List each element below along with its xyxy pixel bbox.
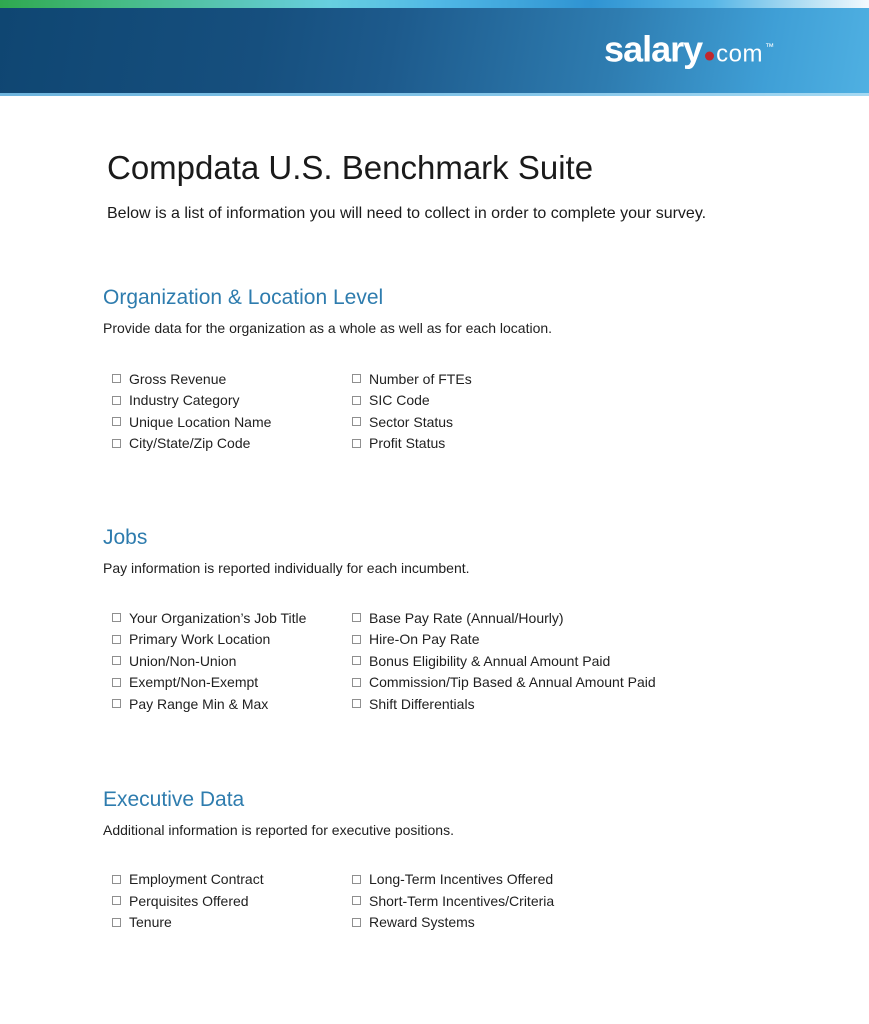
checklist-item (112, 693, 352, 715)
document-body (0, 148, 869, 933)
checklist-item (352, 433, 472, 455)
checklist-item (112, 869, 352, 891)
page-title: Compdata U.S. Benchmark Suite (107, 149, 594, 186)
checklist (112, 607, 829, 715)
checklist-item (352, 890, 554, 912)
checklist-column-2 (352, 869, 554, 934)
checkbox-icon (352, 417, 361, 426)
checklist-item-label: Long-Term Incentives Offered (369, 871, 554, 888)
checkbox-icon (352, 396, 361, 405)
checklist-item (352, 693, 656, 715)
checklist-item (112, 368, 352, 390)
section-description: Provide data for the organization as a whole as well as for each location. (103, 320, 553, 336)
checklist-item-label: Employment Contract (129, 871, 264, 888)
checkbox-icon (112, 678, 121, 687)
checklist-item-label: Exempt/Non-Exempt (129, 674, 259, 691)
logo-text-com: com (716, 40, 763, 68)
section-organization-location-level (103, 284, 829, 454)
checklist-column-1 (112, 368, 352, 454)
header-blue-band (0, 8, 869, 93)
section-description: Additional information is reported for executive positions. (103, 821, 454, 838)
checkbox-icon (112, 396, 121, 405)
checkbox-icon (112, 374, 121, 383)
checklist-item (112, 629, 352, 651)
checklist-item-label: Short-Term Incentives/Criteria (369, 892, 555, 909)
checklist-item (352, 607, 656, 629)
checklist-item-label: Industry Category (129, 392, 240, 409)
header-accent-strip (0, 0, 869, 8)
checklist (112, 368, 829, 454)
checklist-item (112, 433, 352, 455)
checklist-column-1 (112, 607, 352, 715)
checkbox-icon (112, 896, 121, 905)
checklist (112, 869, 829, 934)
checklist-item-label: Pay Range Min & Max (129, 695, 269, 712)
checklist-item-label: City/State/Zip Code (129, 435, 251, 452)
checklist-item-label: Shift Differentials (369, 695, 475, 712)
checklist-item-label: Union/Non-Union (129, 652, 237, 669)
checkbox-icon (352, 875, 361, 884)
checkbox-icon (112, 699, 121, 708)
checkbox-icon (352, 656, 361, 665)
checkbox-icon (112, 875, 121, 884)
checklist-item (112, 390, 352, 412)
salary-com-logo (604, 28, 774, 70)
checkbox-icon (112, 635, 121, 644)
checklist-column-2 (352, 607, 656, 715)
checkbox-icon (352, 613, 361, 622)
checklist-item-label: Base Pay Rate (Annual/Hourly) (369, 609, 564, 626)
checklist-item-label: SIC Code (369, 392, 430, 409)
checklist-item (112, 411, 352, 433)
checklist-item (112, 650, 352, 672)
header-bottom-edge (0, 93, 869, 96)
section-description: Pay information is reported individually for each incumbent. (103, 560, 470, 576)
checkbox-icon (352, 374, 361, 383)
section-executive-data (103, 786, 829, 934)
page-subtitle: Below is a list of information you will need to collect in order to complete your survey. (107, 205, 707, 222)
checklist-item (352, 650, 656, 672)
checklist-column-2 (352, 368, 472, 454)
checkbox-icon (352, 699, 361, 708)
checklist-item-label: Commission/Tip Based & Annual Amount Paid (369, 674, 656, 691)
checklist-item (352, 912, 554, 934)
section-heading: Jobs (103, 526, 148, 549)
logo-trademark: ™ (765, 41, 774, 52)
checklist-item-label: Reward Systems (369, 914, 475, 931)
checkbox-icon (352, 635, 361, 644)
header-banner (0, 0, 869, 96)
checkbox-icon (352, 918, 361, 927)
checklist-item (352, 629, 656, 651)
checkbox-icon (352, 896, 361, 905)
checklist-item (112, 890, 352, 912)
checklist-item (352, 672, 656, 694)
checklist-item (352, 390, 472, 412)
checklist-item (112, 672, 352, 694)
section-jobs (103, 524, 829, 715)
checkbox-icon (112, 613, 121, 622)
checklist-item-label: Primary Work Location (129, 631, 271, 648)
section-heading: Organization & Location Level (103, 286, 384, 309)
checkbox-icon (352, 439, 361, 448)
checklist-item-label: Unique Location Name (129, 413, 272, 430)
checklist-item-label: Number of FTEs (369, 370, 472, 387)
checkbox-icon (112, 417, 121, 426)
checklist-column-1 (112, 869, 352, 934)
section-heading: Executive Data (103, 787, 245, 811)
checkbox-icon (112, 439, 121, 448)
checklist-item (112, 607, 352, 629)
checklist-item (352, 368, 472, 390)
checklist-item-label: Bonus Eligibility & Annual Amount Paid (369, 652, 611, 669)
logo-red-dot-icon (705, 51, 714, 60)
checklist-item-label: Gross Revenue (129, 370, 227, 387)
checklist-item-label: Profit Status (369, 435, 446, 452)
logo-text-salary: salary (604, 28, 703, 70)
checkbox-icon (352, 678, 361, 687)
checklist-item (352, 411, 472, 433)
checkbox-icon (112, 656, 121, 665)
checklist-item-label: Sector Status (369, 413, 454, 430)
checklist-item-label: Your Organization’s Job Title (129, 609, 307, 626)
checklist-item (112, 912, 352, 934)
checklist-item (352, 869, 554, 891)
checklist-item-label: Tenure (129, 914, 172, 931)
checkbox-icon (112, 918, 121, 927)
checklist-item-label: Perquisites Offered (129, 892, 249, 909)
checklist-item-label: Hire-On Pay Rate (369, 631, 480, 648)
